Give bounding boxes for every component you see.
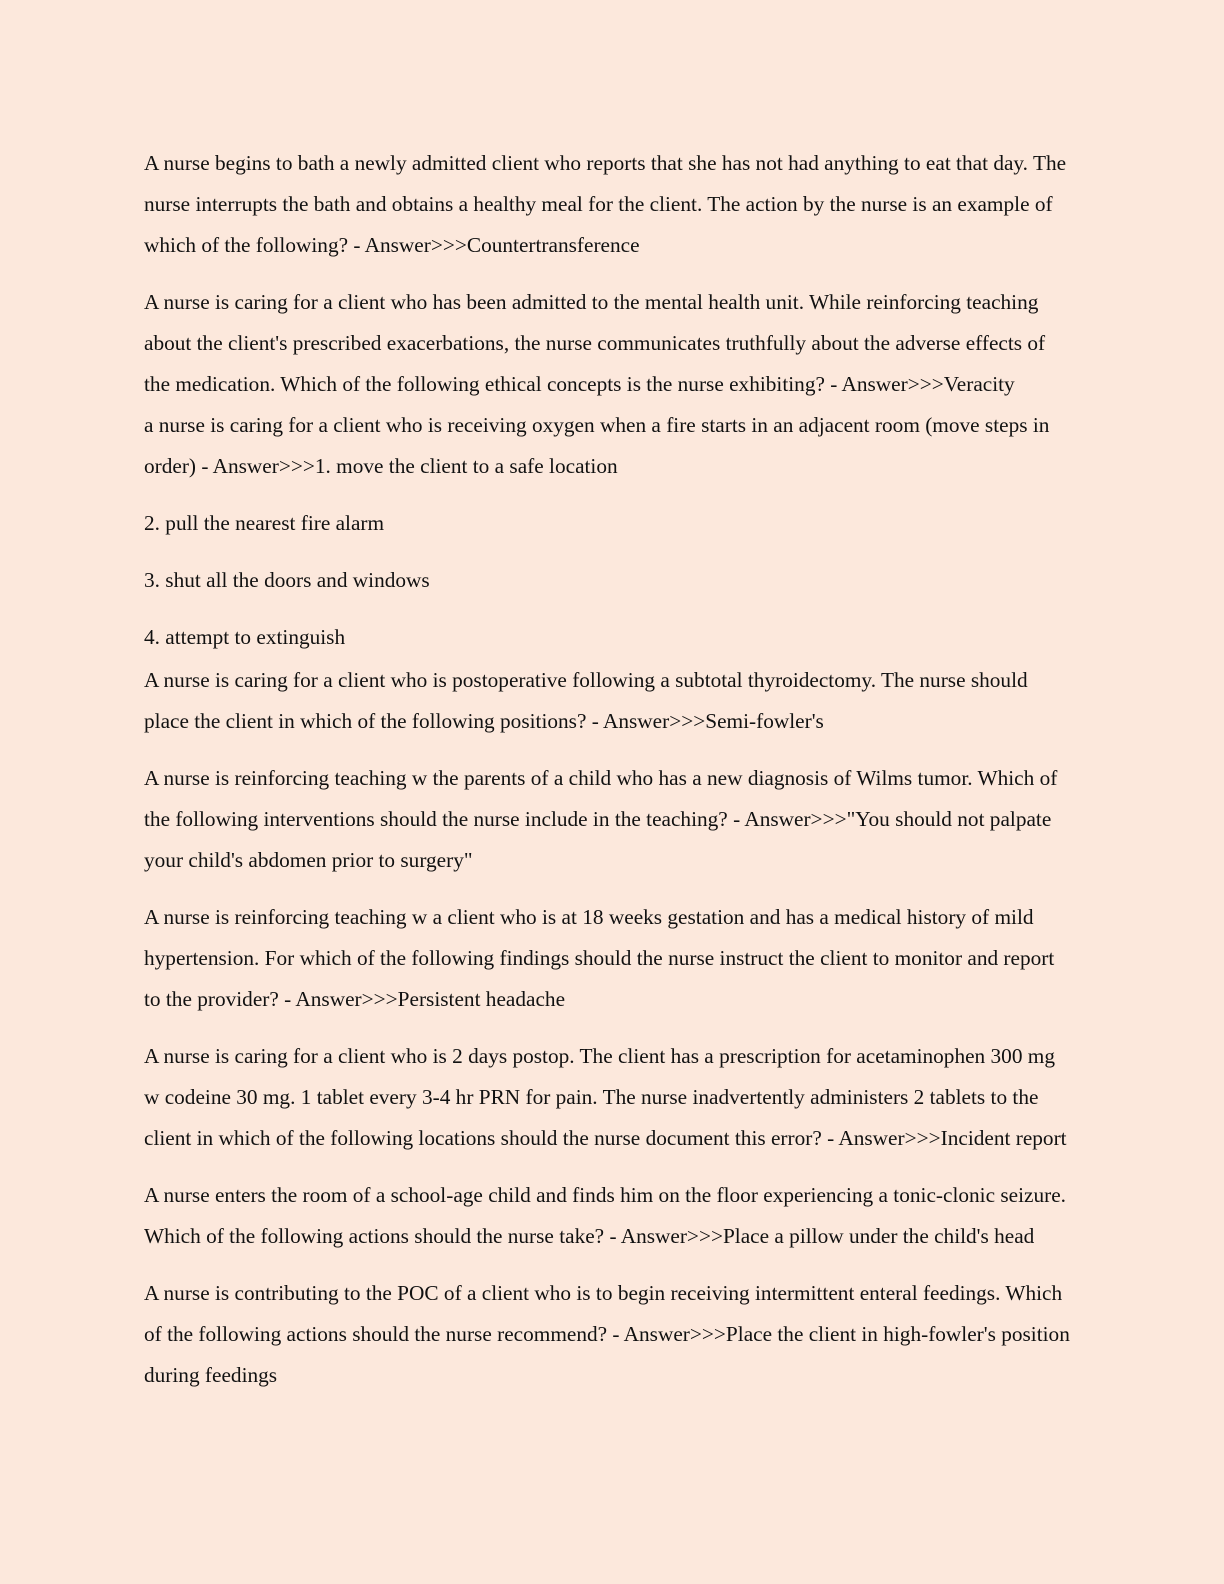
- qa-entry-fire-step-3: 3. shut all the doors and windows: [144, 568, 430, 592]
- qa-entry-countertransference: A nurse begins to bath a newly admitted client who reports that she has not had anything to eat that day. The nurse interrupts the bath and obtains a healthy meal for the client. The action by the nurse is an example of which of the following? - Answer>>>Countertransference: [144, 151, 1067, 257]
- qa-entry-enteral-feedings: A nurse is contributing to the POC of a client who is to begin receiving intermittent enteral feedings. Which of the following actions should the nurse recommend? - Answer>>>Place the client in high-fowler's position during feedings: [144, 1281, 1070, 1387]
- qa-entry-incident-report: A nurse is caring for a client who is 2 days postop. The client has a prescription for acetaminophen 300 mg w codeine 30 mg. 1 tablet every 3-4 hr PRN for pain. The nurse inadvertently administers 2 tablets to the client in which of the following locations should the nurse document this error? - Answer>>>Incident report: [144, 1044, 1067, 1150]
- qa-entry-seizure: A nurse enters the room of a school-age child and finds him on the floor experiencing a tonic-clonic seizure. Which of the following actions should the nurse take? - Answer>>>Place a pillow under the child's head: [144, 1183, 1066, 1248]
- qa-entry-hypertension: A nurse is reinforcing teaching w a client who is at 18 weeks gestation and has a medical history of mild hypertension. For which of the following findings should the nurse instruct the client to monitor and report to the provider? - Answer>>>Persistent headache: [144, 905, 1055, 1011]
- qa-entry-wilms-tumor: A nurse is reinforcing teaching w the parents of a child who has a new diagnosis of Wilms tumor. Which of the following interventions should the nurse include in the teaching? - Answer>>>"You should not palpate your child's abdomen prior to surgery": [144, 766, 1058, 872]
- qa-entry-veracity: A nurse is caring for a client who has been admitted to the mental health unit. While reinforcing teaching about the client's prescribed exacerbations, the nurse communicates truthfully about the adverse effects of the medication. Which of the following ethical concepts is the nurse exhibiting? - Answer>>>Veracity: [144, 290, 1046, 396]
- qa-entry-fire-step-2: 2. pull the nearest fire alarm: [144, 511, 385, 535]
- qa-entry-fire-step-4: 4. attempt to extinguish: [144, 625, 346, 649]
- qa-entry-thyroidectomy: A nurse is caring for a client who is postoperative following a subtotal thyroidectomy. The nurse should place the client in which of the following positions? - Answer>>>Semi-fowler's: [144, 668, 1028, 733]
- qa-entry-fire-steps: a nurse is caring for a client who is receiving oxygen when a fire starts in an adjacent room (move steps in order) - Answer>>>1. move the client to a safe location: [144, 413, 1050, 478]
